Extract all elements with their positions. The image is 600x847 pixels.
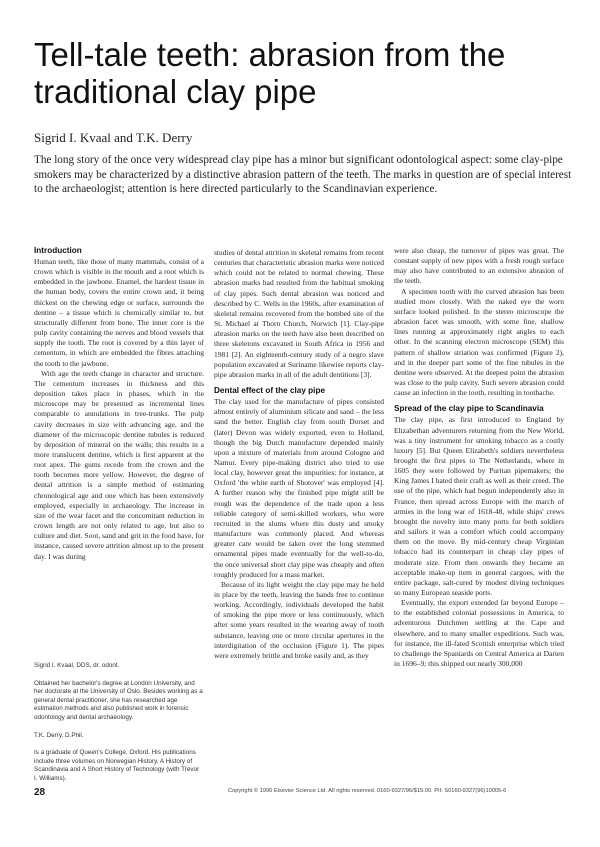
affiliation-name-kvaal: Sigrid I. Kvaal, DDS, dr. odont. [34, 662, 120, 669]
paragraph: The clay pipe, as first introduced to England by Elizabethan adventurers returning from the New World, was a tiny instrument for smoking tobacco as a costly luxury [5]. But Queen Elizabeth's soldiers nevertheless brought the first pipes to The Netherlands, where in 1605 they were followed by Puritan pipemakers; the King James I hated their craft as well as their creed. The use of the pipe, which had begun independently also in France, then spread across Europe with the march of armies in the long war of 1618-48, while ships' crews brought the novelty into many ports for both soldiers and sailors it was a comfort which could accompany them on the move. By mid-century cheap Virginian tobacco had its counterpart in cheap clay pipes of moderate size. From then onwards they became an acceptable make-up item in general cargoes, with the entire package, salt-cured by modest diving techniques so many European seaside ports. [394, 415, 564, 597]
affiliation-bio-derry: Is a graduate of Queen's College, Oxford. His publications include three volumes on Norwegian History, A History of Scandinavia and A Short History of Technology (with Trevor I. Williams). [34, 749, 200, 782]
paragraph: Human teeth, like those of many mammals, consist of a crown which is visible in the mouth and a root which is embedded in the jawbone. Enamel, the hardest tissue in the human body, covers the entire crown and, it being thickest on the chewing edge or surface, surrounds the dentine – a tissue which is chemically similar to, but structurally different from bone. The inner core is the pulp cavity containing the nerves and blood vessels that supply the tooth. The root is covered by a thin layer of cementum, in which are embedded the fibres attaching the tooth to the jawbone. [34, 257, 204, 368]
paragraph: The clay used for the manufacture of pipes consisted almost entirely of aluminium silicate and sand – the less sand the better. English clay from south Dorset and (later) Devon was widely exported, even to Holland, though the big Dutch manufacture depended mainly upon a mixture of materials from around Cologne and Namur. Every pipe-making district also tried to use local clay, however great the impurities: for instance, at Oxford 'the white earth of Shotover' was employed [4]. A further reason why the finished pipe might still be rough was the dependence of the trade upon a less reliable category of semi-skilled workers, who were recruited in the slums where this dusty and smoky manufacture was commonly placed. And whereas greater care would be taken over the long stemmed ornamental pipes made eventually for the well-to-do, the once universal short clay pipe was cheaply and often roughly produced for a mass market. [214, 397, 384, 579]
affiliation-bio-kvaal: Obtained her bachelor's degree at London University, and her doctorate at the University of Oslo. Besides working as a general dental practitioner, she has researched age estimation methods and also published work in forensic odontology and dental archaeology. [34, 679, 203, 721]
paragraph: studies of dental attrition in skeletal remains from recent centuries that characteristic abrasion marks were noticed which could not be related to normal chewing. These abrasion marks had resulted from the habitual smoking of clay pipes. Such dental abrasion was noticed and described by C. Wells in the 1960s, after examination of skeletal remains recovered from the bombed site of the St. Michael at Thorn Church, Norwich [1]. Clay-pipe abrasion marks on the teeth have also been described on three skeletons excavated in South Africa in 1956 and 1981 [2]. An eighteenth-century study of a negro slave population excavated at Suriname likewise reports clay-pipe abrasion marks in all of the adult dentitions [3]. [214, 248, 384, 379]
article-authors: Sigrid I. Kvaal and T.K. Derry [34, 130, 193, 145]
paragraph: were also cheap, the turnover of pipes was great. The constant supply of new pipes with a fresh rough surface may also have contributed to an extensive abrasion of the teeth. [394, 246, 564, 286]
page-number: 28 [34, 787, 46, 798]
affiliation-name-derry: T.K. Derry, D.Phil. [34, 731, 84, 739]
body-column-2 [214, 248, 384, 661]
copyright-line: Copyright © 1996 Elsevier Science Ltd. All rights reserved. 0160-9327/96/$15.00. PII: S0160-9327(96)10005-6 [228, 788, 507, 794]
paragraph: Because of its light weight the clay pipe may be held in place by the teeth, leaving the hands free to continue working. Accordingly, individuals developed the habit of smoking the pipe more or less continuously, which after some years resulted in the wearing away of tooth substance, leaving one or more circular apertures in the interdigitation of the occlusion (Figure 1). The pipes were extremely brittle and broke easily and, as they [214, 579, 384, 660]
article-title: Tell-tale teeth: abrasion from the traditional clay pipe [34, 36, 506, 110]
author-affiliations [34, 662, 204, 793]
body-column-1 [34, 246, 204, 562]
paragraph: Eventually, the export extended far beyond Europe – to the established colonial possessions in America, to adventurous Dutchmen settling at the Cape and elsewhere, and to many smaller expeditions. Such was, for instance, the ill-fated Scottish enterprise which tried to challenge the Spaniards on Central America at Darien in 1696–9; this shipped out nearly 300,000 [394, 598, 564, 669]
paragraph: With age the teeth change in character and structure. The cementum increases in thickness and this deposition takes place in phases, which in the microscope may be presented as incremental lines comparable to annulations in tree-trunks. The pulp cavity decreases in size with advancing age, and the diameter of the microscopic dentine tubules is reduced by deposition of mineral on the walls; this results in a more translucent dentine, which is first apparent at the root apex. The gums recede from the crown and the tooth becomes more yellow. However, the degree of dental attrition is a simple method of estimating chronological age and one which has been extensively employed, especially in archaeology. The increase in size of the wear facet and the concomitant reduction in crown length are not only related to age, but also to culture and diet. Soot, sand and grit in the food have, for instance, caused severe attrition almost up to the present day. I was during [34, 368, 204, 561]
body-column-3 [394, 246, 564, 669]
section-heading-dental-effect: Dental effect of the clay pipe [214, 386, 326, 396]
section-heading-introduction: Introduction [34, 246, 82, 255]
section-heading-spread: Spread of the clay pipe to Scandinavia [394, 404, 544, 414]
paragraph: A specimen tooth with the curved abrasion has been studied more closely. With the naked eye the worn surface looked polished. In the stereo microscope the abrasion facet was smooth, with some fine, shallow lines running at approximately right angles to each other. In the scanning electron microscope (SEM) this pattern of shallow striation was confirmed (Figure 2), and in the deeper part some of the fine tubules in the dentine were observed. At the deepest point the abrasion was close to the pulp cavity. Such severe abrasion could cause an infection in the tooth, resulting in toothache. [394, 286, 564, 398]
article-abstract: The long story of the once very widespread clay pipe has a minor but significant odontological aspect: some clay-pipe smokers may be characterized by a distinctive abrasion pattern of the teeth. The marks in question are of special interest to the archaeologist; attention is here directed particularly to the Scandinavian experience. [34, 154, 572, 196]
